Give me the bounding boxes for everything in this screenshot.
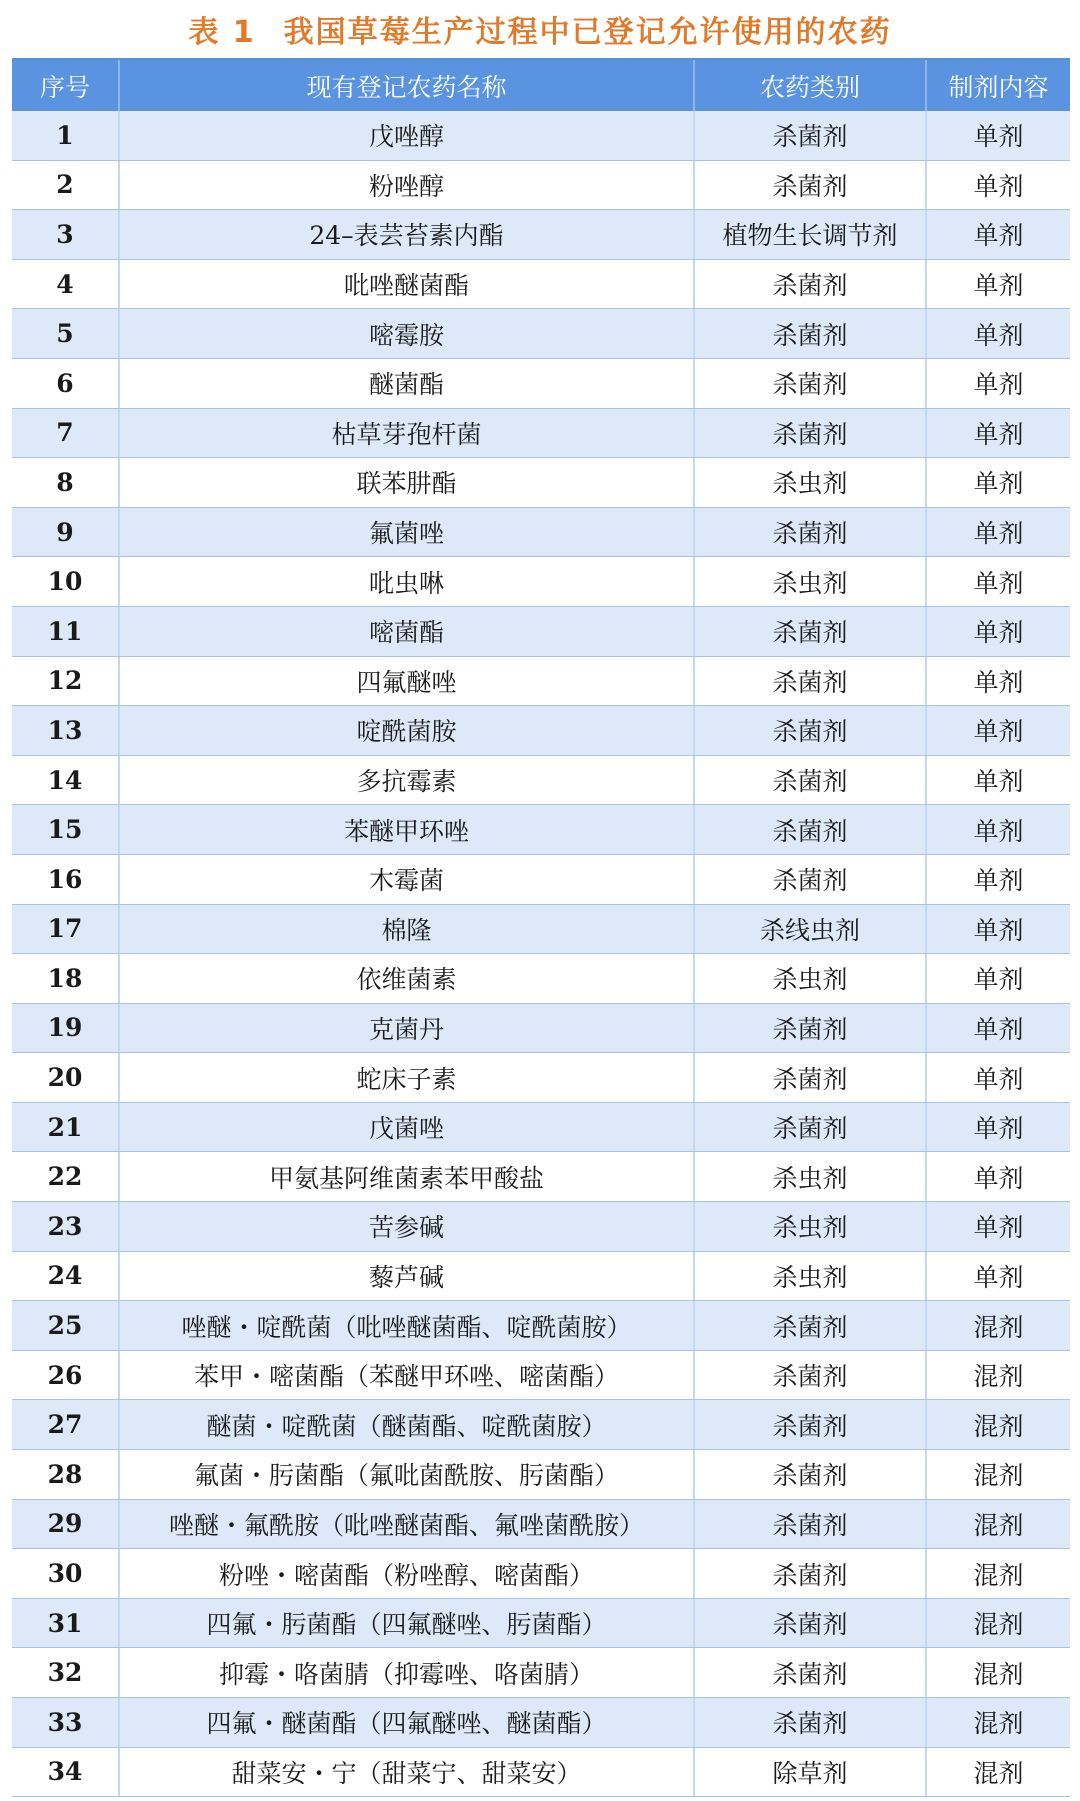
cell-category: 杀菌剂 bbox=[695, 1698, 927, 1747]
cell-formulation: 单剂 bbox=[973, 519, 1024, 549]
table-row bbox=[12, 805, 1070, 855]
cell-formulation: 单剂 bbox=[973, 469, 1024, 499]
cell-formulation: 混剂 bbox=[973, 1659, 1024, 1689]
table-row bbox=[12, 1004, 1070, 1054]
cell-formulation: 单剂 bbox=[973, 717, 1024, 747]
cell-category: 杀菌剂 bbox=[695, 161, 927, 210]
cell-no: 11 bbox=[12, 607, 120, 656]
column-header-name: 现有登记农药名称 bbox=[120, 60, 695, 111]
table-row bbox=[12, 1648, 1070, 1698]
cell-category: 杀菌剂 bbox=[695, 805, 927, 854]
cell-no: 20 bbox=[12, 1053, 120, 1102]
cell-formulation: 单剂 bbox=[973, 221, 1024, 251]
table-number: 表 1 bbox=[188, 15, 256, 50]
cell-no: 25 bbox=[12, 1301, 120, 1350]
cell-no: 9 bbox=[12, 508, 120, 557]
cell-category: 杀菌剂 bbox=[695, 309, 927, 358]
column-header-no: 序号 bbox=[12, 60, 120, 111]
cell-no: 29 bbox=[12, 1500, 120, 1549]
cell-category: 杀菌剂 bbox=[695, 1004, 927, 1053]
cell-pesticide-name: 粉唑・嘧菌酯（粉唑醇、嘧菌酯） bbox=[120, 1549, 695, 1598]
table-row bbox=[12, 210, 1070, 260]
table-row bbox=[12, 1351, 1070, 1401]
table-row bbox=[12, 706, 1070, 756]
cell-no: 17 bbox=[12, 905, 120, 954]
cell-pesticide-name: 唑醚・氟酰胺（吡唑醚菌酯、氟唑菌酰胺） bbox=[120, 1500, 695, 1549]
cell-pesticide-name: 苯甲・嘧菌酯（苯醚甲环唑、嘧菌酯） bbox=[120, 1351, 695, 1400]
table-row bbox=[12, 1202, 1070, 1252]
table-row bbox=[12, 557, 1070, 607]
table-row bbox=[12, 657, 1070, 707]
cell-formulation: 单剂 bbox=[973, 568, 1024, 598]
cell-formulation: 单剂 bbox=[973, 171, 1024, 201]
cell-pesticide-name: 藜芦碱 bbox=[120, 1252, 695, 1301]
cell-category: 杀菌剂 bbox=[695, 1301, 927, 1350]
cell-category: 杀菌剂 bbox=[695, 260, 927, 309]
cell-no: 30 bbox=[12, 1549, 120, 1598]
cell-formulation: 混剂 bbox=[973, 1758, 1024, 1788]
cell-pesticide-name: 四氟醚唑 bbox=[120, 657, 695, 706]
cell-no: 14 bbox=[12, 756, 120, 805]
cell-formulation: 混剂 bbox=[973, 1510, 1024, 1540]
cell-pesticide-name: 抑霉・咯菌腈（抑霉唑、咯菌腈） bbox=[120, 1648, 695, 1697]
cell-pesticide-name: 吡唑醚菌酯 bbox=[120, 260, 695, 309]
cell-formulation: 单剂 bbox=[973, 271, 1024, 301]
cell-pesticide-name: 甲氨基阿维菌素苯甲酸盐 bbox=[120, 1152, 695, 1201]
cell-category: 杀菌剂 bbox=[695, 1549, 927, 1598]
cell-no: 34 bbox=[12, 1748, 120, 1797]
table-row bbox=[12, 1599, 1070, 1649]
table-row bbox=[12, 309, 1070, 359]
cell-category: 杀菌剂 bbox=[695, 1648, 927, 1697]
table-row bbox=[12, 1400, 1070, 1450]
cell-no: 21 bbox=[12, 1103, 120, 1152]
cell-pesticide-name: 枯草芽孢杆菌 bbox=[120, 409, 695, 458]
cell-formulation: 单剂 bbox=[973, 915, 1024, 945]
cell-category: 杀虫剂 bbox=[695, 557, 927, 606]
cell-pesticide-name: 唑醚・啶酰菌（吡唑醚菌酯、啶酰菌胺） bbox=[120, 1301, 695, 1350]
cell-formulation: 混剂 bbox=[973, 1560, 1024, 1590]
table-row bbox=[12, 1252, 1070, 1302]
table-row bbox=[12, 409, 1070, 459]
cell-category: 杀菌剂 bbox=[695, 111, 927, 160]
cell-formulation: 混剂 bbox=[973, 1362, 1024, 1392]
cell-pesticide-name: 甜菜安・宁（甜菜宁、甜菜安） bbox=[120, 1748, 695, 1797]
cell-no: 7 bbox=[12, 409, 120, 458]
cell-formulation: 单剂 bbox=[973, 370, 1024, 400]
cell-pesticide-name: 多抗霉素 bbox=[120, 756, 695, 805]
cell-category: 杀菌剂 bbox=[695, 409, 927, 458]
cell-category: 杀菌剂 bbox=[695, 1599, 927, 1648]
cell-category: 杀菌剂 bbox=[695, 1450, 927, 1499]
cell-formulation: 混剂 bbox=[973, 1312, 1024, 1342]
cell-pesticide-name: 四氟・醚菌酯（四氟醚唑、醚菌酯） bbox=[120, 1698, 695, 1747]
cell-no: 31 bbox=[12, 1599, 120, 1648]
cell-formulation: 单剂 bbox=[973, 965, 1024, 995]
cell-formulation: 混剂 bbox=[973, 1411, 1024, 1441]
cell-formulation: 混剂 bbox=[973, 1610, 1024, 1640]
table-row bbox=[12, 1500, 1070, 1550]
cell-formulation: 单剂 bbox=[973, 866, 1024, 896]
cell-formulation: 混剂 bbox=[973, 1709, 1024, 1739]
cell-category: 杀菌剂 bbox=[695, 657, 927, 706]
cell-pesticide-name: 蛇床子素 bbox=[120, 1053, 695, 1102]
cell-category: 植物生长调节剂 bbox=[695, 210, 927, 259]
table-row bbox=[12, 260, 1070, 310]
cell-category: 杀菌剂 bbox=[695, 508, 927, 557]
cell-pesticide-name: 戊菌唑 bbox=[120, 1103, 695, 1152]
cell-category: 杀菌剂 bbox=[695, 855, 927, 904]
cell-pesticide-name: 苯醚甲环唑 bbox=[120, 805, 695, 854]
cell-no: 8 bbox=[12, 458, 120, 507]
cell-category: 杀菌剂 bbox=[695, 706, 927, 755]
table-row bbox=[12, 1152, 1070, 1202]
cell-no: 27 bbox=[12, 1400, 120, 1449]
cell-category: 杀菌剂 bbox=[695, 1400, 927, 1449]
cell-pesticide-name: 24–表芸苔素内酯 bbox=[120, 210, 695, 259]
cell-no: 10 bbox=[12, 557, 120, 606]
cell-formulation: 单剂 bbox=[973, 1213, 1024, 1243]
cell-no: 13 bbox=[12, 706, 120, 755]
table-row bbox=[12, 1301, 1070, 1351]
column-header-formulation: 制剂内容 bbox=[948, 72, 1049, 102]
cell-no: 15 bbox=[12, 805, 120, 854]
cell-formulation: 单剂 bbox=[973, 1262, 1024, 1292]
table-row bbox=[12, 1698, 1070, 1748]
cell-no: 12 bbox=[12, 657, 120, 706]
cell-pesticide-name: 嘧菌酯 bbox=[120, 607, 695, 656]
table-row bbox=[12, 607, 1070, 657]
cell-no: 19 bbox=[12, 1004, 120, 1053]
cell-pesticide-name: 戊唑醇 bbox=[120, 111, 695, 160]
cell-pesticide-name: 克菌丹 bbox=[120, 1004, 695, 1053]
cell-pesticide-name: 依维菌素 bbox=[120, 954, 695, 1003]
cell-pesticide-name: 醚菌・啶酰菌（醚菌酯、啶酰菌胺） bbox=[120, 1400, 695, 1449]
table-title bbox=[0, 0, 1080, 54]
cell-category: 杀线虫剂 bbox=[695, 905, 927, 954]
column-header-category: 农药类别 bbox=[695, 60, 927, 111]
table-row bbox=[12, 756, 1070, 806]
cell-category: 杀虫剂 bbox=[695, 1252, 927, 1301]
table-row bbox=[12, 1053, 1070, 1103]
cell-formulation: 单剂 bbox=[973, 122, 1024, 152]
table-body bbox=[12, 111, 1070, 1797]
table-row bbox=[12, 905, 1070, 955]
table-row bbox=[12, 855, 1070, 905]
table-row bbox=[12, 1549, 1070, 1599]
table-row bbox=[12, 458, 1070, 508]
cell-formulation: 单剂 bbox=[973, 419, 1024, 449]
cell-no: 18 bbox=[12, 954, 120, 1003]
cell-formulation: 单剂 bbox=[973, 1163, 1024, 1193]
table-row bbox=[12, 161, 1070, 211]
cell-no: 5 bbox=[12, 309, 120, 358]
cell-category: 杀菌剂 bbox=[695, 1500, 927, 1549]
table-row bbox=[12, 954, 1070, 1004]
cell-pesticide-name: 氟菌唑 bbox=[120, 508, 695, 557]
cell-category: 杀虫剂 bbox=[695, 458, 927, 507]
cell-pesticide-name: 木霉菌 bbox=[120, 855, 695, 904]
cell-category: 杀菌剂 bbox=[695, 756, 927, 805]
cell-category: 除草剂 bbox=[695, 1748, 927, 1797]
cell-category: 杀虫剂 bbox=[695, 1152, 927, 1201]
cell-no: 16 bbox=[12, 855, 120, 904]
cell-pesticide-name: 粉唑醇 bbox=[120, 161, 695, 210]
cell-no: 6 bbox=[12, 359, 120, 408]
cell-pesticide-name: 吡虫啉 bbox=[120, 557, 695, 606]
cell-formulation: 单剂 bbox=[973, 1014, 1024, 1044]
cell-category: 杀虫剂 bbox=[695, 1202, 927, 1251]
cell-pesticide-name: 联苯肼酯 bbox=[120, 458, 695, 507]
cell-category: 杀菌剂 bbox=[695, 1103, 927, 1152]
table-header-row bbox=[12, 60, 1070, 111]
table-row bbox=[12, 359, 1070, 409]
table-caption: 我国草莓生产过程中已登记允许使用的农药 bbox=[283, 15, 892, 50]
cell-formulation: 单剂 bbox=[973, 816, 1024, 846]
cell-formulation: 单剂 bbox=[973, 767, 1024, 797]
cell-formulation: 混剂 bbox=[973, 1461, 1024, 1491]
cell-no: 22 bbox=[12, 1152, 120, 1201]
cell-no: 3 bbox=[12, 210, 120, 259]
cell-formulation: 单剂 bbox=[973, 1114, 1024, 1144]
cell-no: 26 bbox=[12, 1351, 120, 1400]
cell-no: 1 bbox=[12, 111, 120, 160]
cell-formulation: 单剂 bbox=[973, 618, 1024, 648]
cell-no: 2 bbox=[12, 161, 120, 210]
cell-pesticide-name: 嘧霉胺 bbox=[120, 309, 695, 358]
cell-pesticide-name: 醚菌酯 bbox=[120, 359, 695, 408]
cell-pesticide-name: 棉隆 bbox=[120, 905, 695, 954]
cell-pesticide-name: 四氟・肟菌酯（四氟醚唑、肟菌酯） bbox=[120, 1599, 695, 1648]
cell-no: 32 bbox=[12, 1648, 120, 1697]
cell-no: 33 bbox=[12, 1698, 120, 1747]
table-row bbox=[12, 1748, 1070, 1798]
cell-category: 杀虫剂 bbox=[695, 954, 927, 1003]
cell-no: 4 bbox=[12, 260, 120, 309]
cell-category: 杀菌剂 bbox=[695, 1351, 927, 1400]
pesticide-table bbox=[12, 58, 1070, 1797]
cell-category: 杀菌剂 bbox=[695, 1053, 927, 1102]
cell-pesticide-name: 啶酰菌胺 bbox=[120, 706, 695, 755]
cell-no: 28 bbox=[12, 1450, 120, 1499]
cell-formulation: 单剂 bbox=[973, 667, 1024, 697]
cell-no: 23 bbox=[12, 1202, 120, 1251]
cell-category: 杀菌剂 bbox=[695, 607, 927, 656]
cell-category: 杀菌剂 bbox=[695, 359, 927, 408]
cell-pesticide-name: 苦参碱 bbox=[120, 1202, 695, 1251]
table-row bbox=[12, 111, 1070, 161]
cell-no: 24 bbox=[12, 1252, 120, 1301]
cell-formulation: 单剂 bbox=[973, 320, 1024, 350]
table-row bbox=[12, 1103, 1070, 1153]
table-row bbox=[12, 508, 1070, 558]
cell-pesticide-name: 氟菌・肟菌酯（氟吡菌酰胺、肟菌酯） bbox=[120, 1450, 695, 1499]
cell-formulation: 单剂 bbox=[973, 1064, 1024, 1094]
table-row bbox=[12, 1450, 1070, 1500]
